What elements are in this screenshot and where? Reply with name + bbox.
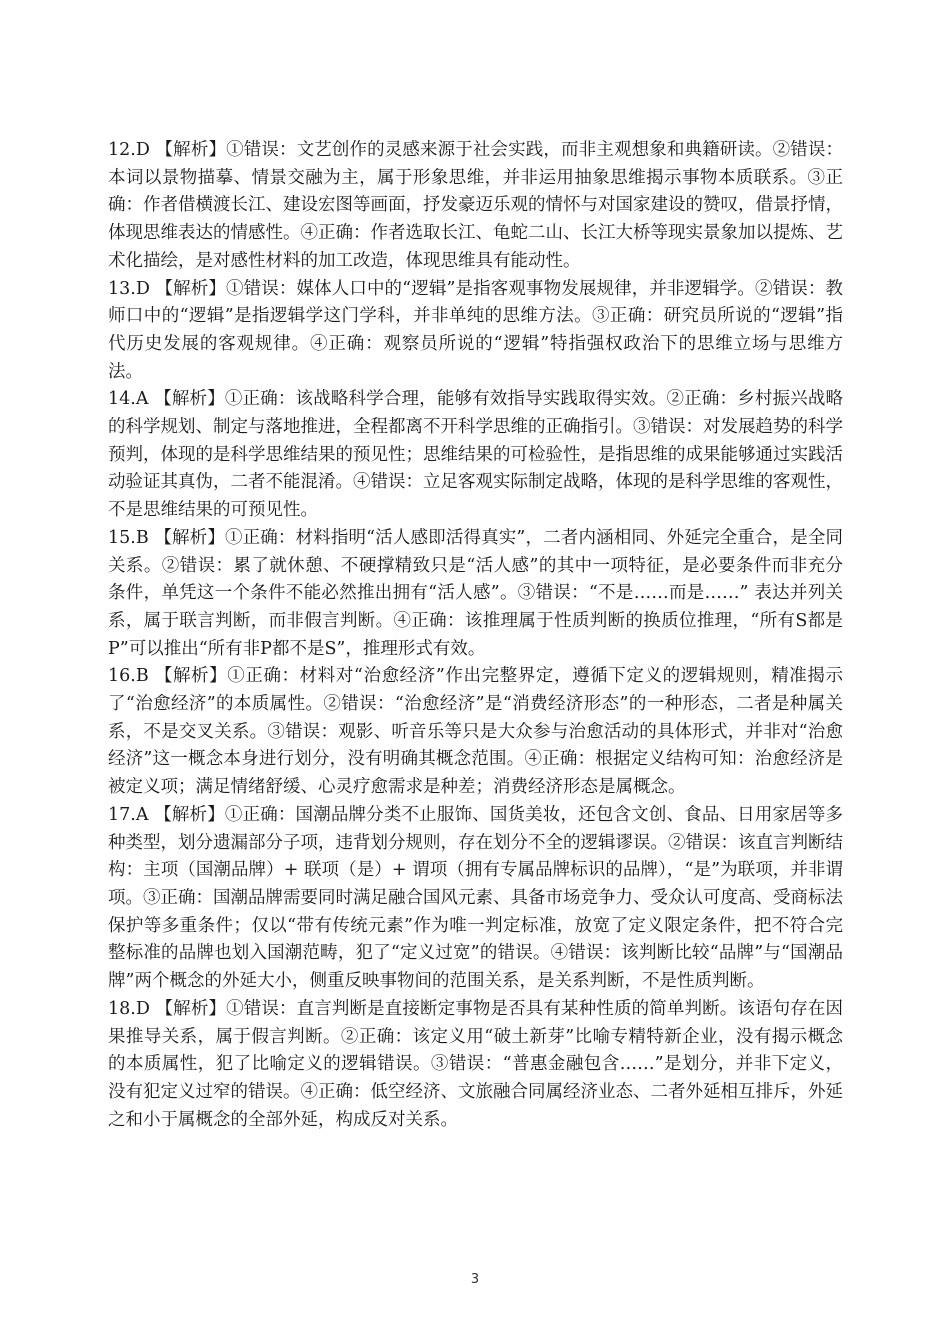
explanation-13: 13.D 【解析】①错误：媒体人口中的“逻辑”是指客观事物发展规律，并非逻辑学。②错误：教师口中的“逻辑”是指逻辑学这门学科，并非单纯的思维方法。③正确：研究员所说的“逻辑”指代历史发展的客观规律。④正确：观察员所说的“逻辑”特指强权政治下的思维立场与思维方法。 xyxy=(108,278,843,382)
explanation-15: 15.B 【解析】①正确：材料指明“活人感即活得真实”，二者内涵相同、外延完全重合，是全同关系。②错误：累了就休憩、不硬撑精致只是“活人感”的其中一项特征，是必要条件而非充分条件，单凭这一个条件不能必然推出拥有“活人感”。③错误：“不是……而是……” 表达并列关系，属于联言判断，而非假言判断。④正确：该推理属于性质判断的换质位推理，“所有S都是P”可以推出“所有非P都不是S”，推理形式有效。 xyxy=(108,527,843,659)
explanation-18: 18.D 【解析】①错误：直言判断是直接断定事物是否具有某种性质的简单判断。该语句存在因果推导关系，属于假言判断。②正确：该定义用“破土新芽”比喻专精特新企业，没有揭示概念的本质属性，犯了比喻定义的逻辑错误。③错误：“普惠金融包含……”是划分，并非下定义，没有犯定义过窄的错误。④正确：低空经济、文旅融合同属经济业态、二者外延相互排斥，外延之和小于属概念的全部外延，构成反对关系。 xyxy=(108,998,843,1130)
explanation-16: 16.B 【解析】①正确：材料对“治愈经济”作出完整界定，遵循下定义的逻辑规则，精准揭示了“治愈经济”的本质属性。②错误：“治愈经济”是“消费经济形态”的一种形态，二者是种属关系，不是交叉关系。③错误：观影、听音乐等只是大众参与治愈活动的具体形式，并非对“治愈经济”这一概念本身进行划分，没有明确其概念范围。④正确：根据定义结构可知：治愈经济是被定义项；满足情绪舒缓、心灵疗愈需求是种差；消费经济形态是属概念。 xyxy=(108,666,843,798)
answer-explanations xyxy=(108,137,843,1134)
explanation-14: 14.A 【解析】①正确：该战略科学合理，能够有效指导实践取得实效。②正确：乡村振兴战略的科学规划、制定与落地推进，全程都离不开科学思维的正确指引。③错误：对发展趋势的科学预判，体现的是科学思维结果的预见性；思维结果的可检验性，是指思维的成果能够通过实践活动验证其真伪，二者不能混淆。④错误：立足客观实际制定战略，体现的是科学思维的客观性，不是思维结果的可预见性。 xyxy=(108,389,843,521)
explanation-12: 12.D 【解析】①错误：文艺创作的灵感来源于社会实践，而非主观想象和典籍研读。②错误：本词以景物描摹、情景交融为主，属于形象思维，并非运用抽象思维揭示事物本质联系。③正确：作者借横渡长江、建设宏图等画面，抒发豪迈乐观的情怀与对国家建设的赞叹，借景抒情，体现思维表达的情感性。④正确：作者选取长江、龟蛇二山、长江大桥等现实景象加以提炼、艺术化描绘，是对感性材料的加工改造，体现思维具有能动性。 xyxy=(108,140,843,271)
explanation-17: 17.A 【解析】①正确：国潮品牌分类不止服饰、国货美妆，还包含文创、食品、日用家居等多种类型，划分遗漏部分子项，违背划分规则，存在划分不全的逻辑谬误。②错误：该直言判断结构：主项（国潮品牌）+ 联项（是）+ 谓项（拥有专属品牌标识的品牌），“是”为联项，并非谓项。③正确：国潮品牌需要同时满足融合国风元素、具备市场竞争力、受众认可度高、受商标法保护等多重条件；仅以“带有传统元素”作为唯一判定标准，放宽了定义限定条件，把不符合完整标准的品牌也划入国潮范畴，犯了“定义过宽”的错误。④错误：该判断比较“品牌”与“国潮品牌”两个概念的外延大小，侧重反映事物间的范围关系，是关系判断，不是性质判断。 xyxy=(108,804,843,992)
page-number: 3 xyxy=(470,1272,480,1287)
